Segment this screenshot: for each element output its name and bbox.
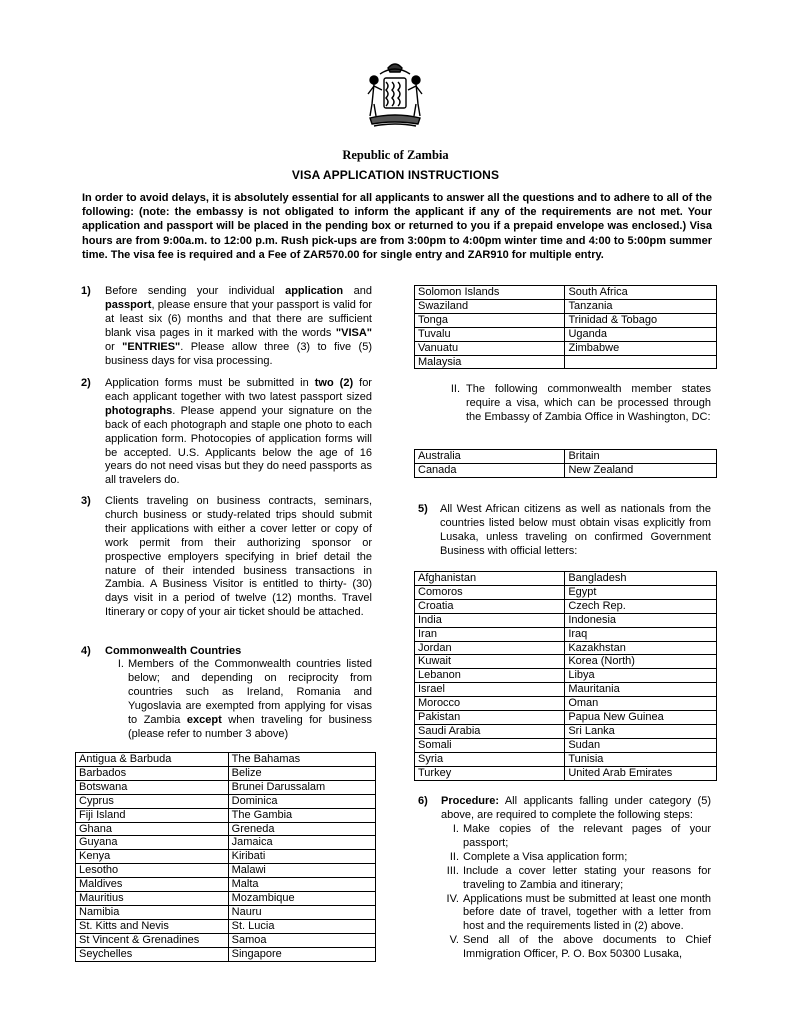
table-row (76, 836, 376, 850)
country-cell: Antigua & Barbuda (76, 753, 229, 767)
table-row (76, 766, 376, 780)
country-cell: Trinidad & Tobago (565, 313, 717, 327)
sub-1-numeral: I. (117, 658, 124, 670)
sub-1-text: Members of the Commonwealth countries listed below; and depending on reciprocity from countries such as Ireland, Romania and Yugoslavia are exempted from applying for visas to Zambia (128, 658, 372, 726)
country-cell: Cyprus (76, 794, 229, 808)
table-row (76, 878, 376, 892)
country-cell: Sudan (565, 738, 717, 752)
country-cell: Namibia (76, 905, 229, 919)
commonwealth-table-right (414, 285, 717, 369)
country-cell: Fiji Island (76, 808, 229, 822)
procedure-step (452, 823, 711, 851)
country-cell: The Bahamas (228, 753, 375, 767)
country-cell: Barbados (76, 766, 229, 780)
sub-1-text: when traveling for business (please refer to number 3 above) (128, 713, 372, 740)
country-cell: Samoa (228, 933, 375, 947)
item-2-number: 2) (81, 377, 91, 389)
country-cell: Czech Rep. (565, 599, 717, 613)
step-numeral: III. (446, 864, 459, 877)
country-cell: South Africa (565, 286, 717, 300)
country-cell: Comoros (415, 585, 565, 599)
country-cell: Turkey (415, 766, 565, 780)
country-cell: Uganda (565, 327, 717, 341)
table-row (415, 355, 717, 369)
table-row (415, 724, 717, 738)
step-numeral: V. (449, 934, 459, 947)
country-cell: Dominica (228, 794, 375, 808)
country-cell: Indonesia (565, 613, 717, 627)
step-text: Complete a Visa application form; (463, 850, 628, 863)
country-cell: Belize (228, 766, 375, 780)
table-row (415, 752, 717, 766)
item-2-bold-count: two (2) (314, 377, 354, 389)
table-row (76, 794, 376, 808)
country-cell: Lesotho (76, 864, 229, 878)
item-2-text: . Please append your signature on the back of each photograph and staple one photo to each application form. Photocopies of application forms will be accepted. U.S. Applicants below the age of 16 years do not need visas but they do need passports as all travelers do. (105, 404, 372, 487)
country-cell: Nauru (228, 905, 375, 919)
intro-paragraph: In order to avoid delays, it is absolutely essential for all applicants to answer all the questions and to adhere to all of the following: (note: the embassy is not obligated to inform the applicant if any of the requirements are not met. Your application and passport will be placed in the pending box or returned to you if a prepaid envelope was enclosed.) Visa hours are from 9:00a.m. to 12:00 p.m. Rush pick-ups are from 3:00pm to 4:00pm winter time and 4:00 to 5:00pm summer time. The visa fee is required and a Fee of ZAR570.00 for single entry and ZAR910 for multiple entry. (82, 192, 712, 261)
country-cell: New Zealand (565, 463, 717, 477)
country-cell: Syria (415, 752, 565, 766)
country-cell: Sri Lanka (565, 724, 717, 738)
item-3 (81, 495, 372, 620)
table-row (76, 780, 376, 794)
item-1-number: 1) (81, 285, 91, 297)
country-cell: Afghanistan (415, 572, 565, 586)
table-row (415, 655, 717, 669)
item-4-number: 4) (81, 645, 91, 657)
table-row (76, 822, 376, 836)
table-row (415, 669, 717, 683)
country-cell: Kuwait (415, 655, 565, 669)
item-1-text: . Please allow three (3) to five (5) business days for visa processing. (105, 340, 372, 367)
commonwealth-table-left (75, 752, 376, 962)
country-cell (565, 355, 717, 369)
country-cell: United Arab Emirates (565, 766, 717, 780)
country-cell: Maldives (76, 878, 229, 892)
country-cell: Pakistan (415, 711, 565, 725)
table-row (415, 585, 717, 599)
table-row (76, 864, 376, 878)
page-title: VISA APPLICATION INSTRUCTIONS (291, 168, 500, 182)
procedure-steps (446, 823, 711, 962)
table-row (415, 463, 717, 477)
coat-of-arms-emblem (360, 60, 430, 132)
country-cell: Kiribati (228, 850, 375, 864)
item-1-text: and (343, 285, 372, 297)
country-cell: Israel (415, 683, 565, 697)
step-text: Make copies of the relevant pages of your passport; (463, 823, 711, 849)
item-6-number: 6) (418, 795, 428, 807)
country-cell: Tonga (415, 313, 565, 327)
country-cell: St. Kitts and Nevis (76, 919, 229, 933)
item-1 (81, 285, 372, 368)
table-row (415, 572, 717, 586)
item-5-number: 5) (418, 503, 428, 515)
procedure-step (446, 864, 711, 893)
procedure-step (449, 934, 711, 962)
country-cell: Somali (415, 738, 565, 752)
item-4-heading: Commonwealth Countries (105, 645, 242, 657)
country-cell: Morocco (415, 697, 565, 711)
table-row (415, 766, 717, 780)
country-cell: Saudi Arabia (415, 724, 565, 738)
item-4 (81, 645, 372, 659)
country-cell: Australia (415, 450, 565, 464)
country-cell: Ghana (76, 822, 229, 836)
item-1-bold-application: application (285, 285, 344, 297)
sub-2-text: The following commonwealth member states require a visa, which can be processed through the Embassy of Zambia Office in Washington, DC: (466, 383, 711, 423)
country-cell: Malta (228, 878, 375, 892)
table-row (415, 327, 717, 341)
step-numeral: I. (452, 823, 459, 835)
item-1-text: , please ensure that your passport is valid for at least six (6) months and that there are sufficient blank visa pages in it marked with the words (105, 298, 372, 339)
country-cell: Tuvalu (415, 327, 565, 341)
item-2-text: Application forms must be submitted in (105, 377, 315, 389)
country-cell: Malaysia (415, 355, 565, 369)
table-row (76, 947, 376, 961)
table-row (76, 905, 376, 919)
visa-required-table (414, 449, 717, 478)
country-cell: Solomon Islands (415, 286, 565, 300)
west-africa-table (414, 571, 717, 781)
step-text: Include a cover letter stating your reasons for traveling to Zambia and itinerary; (463, 864, 711, 891)
item-5 (418, 503, 711, 559)
item-5-text: All West African citizens as well as nationals from the countries listed below must obtain visas explicitly from Lusaka, unless traveling on confirmed Government Business with official letters: (440, 503, 711, 557)
table-row (415, 683, 717, 697)
table-row (415, 341, 717, 355)
step-numeral: IV. (446, 892, 459, 905)
country-cell: Zimbabwe (565, 341, 717, 355)
table-row (415, 313, 717, 327)
country-cell: Greneda (228, 822, 375, 836)
table-row (76, 808, 376, 822)
procedure-step (449, 850, 711, 865)
country-cell: Malawi (228, 864, 375, 878)
table-row (415, 738, 717, 752)
item-1-bold-entries: "ENTRIES" (122, 340, 181, 353)
step-text: Send all of the above documents to Chief Immigration Officer, P. O. Box 50300 Lusaka, (463, 934, 711, 961)
procedure-step (446, 892, 711, 935)
item-2-text: for each applicant together with two latest passport sized (105, 377, 372, 403)
country-cell: Libya (565, 669, 717, 683)
table-row (76, 892, 376, 906)
country-cell: Vanuatu (415, 341, 565, 355)
table-row (415, 299, 717, 313)
country-cell: Mozambique (228, 892, 375, 906)
table-row (76, 753, 376, 767)
item-2-bold-photographs: photographs (105, 404, 173, 417)
table-row (76, 919, 376, 933)
country-cell: Papua New Guinea (565, 711, 717, 725)
item-1-bold-visa: "VISA" (335, 326, 372, 339)
country-cell: Seychelles (76, 947, 229, 961)
item-2 (81, 377, 372, 488)
country-cell: Oman (565, 697, 717, 711)
item-4-sub-2 (450, 383, 711, 425)
country-cell: Brunei Darussalam (228, 780, 375, 794)
item-3-number: 3) (81, 495, 91, 507)
item-1-text: or (105, 340, 123, 353)
table-row (415, 450, 717, 464)
country-cell: Iran (415, 627, 565, 641)
item-1-text: Before sending your individual (105, 285, 286, 297)
country-cell: Mauritius (76, 892, 229, 906)
table-row (415, 286, 717, 300)
item-6 (418, 795, 711, 823)
item-6-heading: Procedure: (441, 795, 500, 807)
country-cell: Croatia (415, 599, 565, 613)
table-row (415, 627, 717, 641)
country-cell: Kenya (76, 850, 229, 864)
country-cell: Canada (415, 463, 565, 477)
country-cell: Lebanon (415, 669, 565, 683)
country-cell: Swaziland (415, 299, 565, 313)
step-text: Applications must be submitted at least one month before date of travel, together with a letter from host and the requirements listed in (2) above. (463, 892, 711, 933)
country-cell: Singapore (228, 947, 375, 961)
country-cell: Britain (565, 450, 717, 464)
country-cell: Tunisia (565, 752, 717, 766)
country-cell: St. Lucia (228, 919, 375, 933)
country-cell: Jordan (415, 641, 565, 655)
country-cell: Korea (North) (565, 655, 717, 669)
step-numeral: II. (449, 850, 459, 863)
item-6-text: All applicants falling under category (5) above, are required to complete the following steps: (441, 795, 711, 821)
country-cell: Egypt (565, 585, 717, 599)
country-cell: St Vincent & Grenadines (76, 933, 229, 947)
country-cell: The Gambia (228, 808, 375, 822)
country-cell: Guyana (76, 836, 229, 850)
country-cell: India (415, 613, 565, 627)
table-row (415, 613, 717, 627)
item-1-bold-passport: passport (105, 298, 152, 311)
table-row (76, 850, 376, 864)
sub-2-numeral: II. (450, 383, 460, 395)
item-3-text: Clients traveling on business contracts, seminars, church business or study-related trips should submit their applications with either a cover letter or copy of work permit from their authorizing sponsor or prospective employers specifying in brief detail the nature of their intended business transactions in Zambia. A Business Visitor is entitled to thirty- (30) days visit in a period of twelve (12) months. Travel Itinerary or copy of your air ticket should be attached. (105, 495, 372, 619)
country-name: Republic of Zambia (342, 148, 449, 162)
country-cell: Kazakhstan (565, 641, 717, 655)
table-row (415, 711, 717, 725)
country-cell: Bangladesh (565, 572, 717, 586)
country-cell: Tanzania (565, 299, 717, 313)
table-row (76, 933, 376, 947)
country-cell: Iraq (565, 627, 717, 641)
country-cell: Mauritania (565, 683, 717, 697)
table-row (415, 641, 717, 655)
country-cell: Jamaica (228, 836, 375, 850)
item-4-sub-1 (117, 658, 372, 741)
sub-1-bold-except: except (186, 713, 222, 726)
table-row (415, 697, 717, 711)
country-cell: Botswana (76, 780, 229, 794)
table-row (415, 599, 717, 613)
